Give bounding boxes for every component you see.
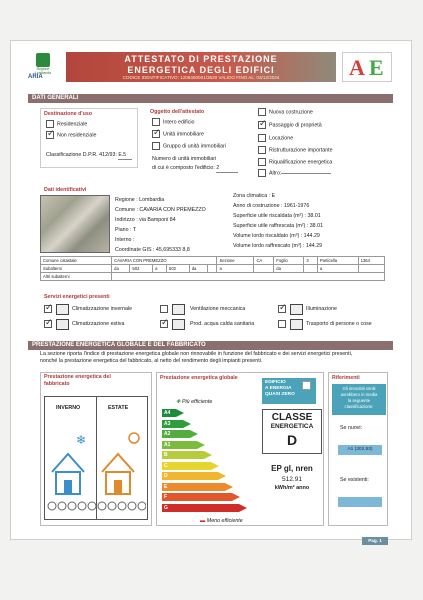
ep-block bbox=[262, 464, 322, 491]
riferimenti-note: Gli immobili simili avrebbero in media la seguente classificazione: bbox=[332, 384, 386, 415]
classificazione: Classificazione D.P.R. 412/93: E.5 bbox=[46, 151, 132, 160]
vol-raff-line: Volume lordo raffrescato (m³) : 144.29 bbox=[233, 243, 323, 249]
prestazione-intro-2: nonché la prestazione energetica del fabbricato, al netto del rendimento degli impianti presenti. bbox=[40, 358, 263, 364]
se-nuovi-label: Se nuovi: bbox=[340, 425, 363, 431]
prestazione-intro-1: La sezione riporta l'indice di prestazione energetica globale non rinnovabile in funzione del fabbricato e dei servizi energetici presenti, bbox=[40, 351, 353, 357]
prestazione-bar: PRESTAZIONE ENERGETICA GLOBALE E DEL FABBRICATO bbox=[28, 341, 393, 350]
ventilazione-label: Ventilazione meccanica bbox=[190, 306, 246, 312]
dati-identificativi-title: Dati identificativi bbox=[44, 187, 87, 193]
lightbulb-icon bbox=[290, 304, 303, 315]
riqualificazione-option: Riqualificazione energetica bbox=[258, 158, 332, 166]
season-illustrations bbox=[46, 430, 146, 512]
energy-class-d: D bbox=[162, 472, 218, 480]
title-line2: ENERGETICA DEGLI EDIFICI bbox=[127, 65, 275, 75]
acqua-calda-label: Prod. acqua calda sanitaria bbox=[190, 321, 255, 327]
code-line: CODICE IDENTIFICATIVO: 1206400001/3620 VALIDO FINO AL: 03/12/2034 bbox=[122, 75, 280, 80]
climatizzazione-estiva-option bbox=[44, 320, 55, 328]
energy-class-c: C bbox=[162, 462, 211, 470]
se-nuovi-value: A1 (302,53) bbox=[338, 445, 382, 455]
altro-checkbox[interactable] bbox=[258, 169, 266, 177]
indirizzo-line: Indirizzo : via Bamponi 84 bbox=[115, 217, 176, 223]
ep-unit: kWh/m² anno bbox=[274, 485, 310, 491]
coordinate-line: Coordinate GIS : 45,695333 8,8 bbox=[115, 247, 190, 253]
ventilazione-option bbox=[160, 305, 171, 313]
fabbricato-title-1: Prestazione energetica del bbox=[44, 374, 111, 380]
oggetto-title: Oggetto dell'attestato bbox=[150, 109, 205, 115]
region-logo: Regione Lombardia bbox=[28, 52, 58, 84]
energy-class-a4: A4 bbox=[162, 409, 176, 417]
residenziale-checkbox[interactable] bbox=[46, 120, 54, 128]
classe-box: CLASSE ENERGETICA D bbox=[262, 409, 322, 454]
table-row: Subalterni da 502 a 502 da a da a bbox=[41, 265, 385, 273]
altro-option: Altro: bbox=[258, 169, 331, 177]
ristrutturazione-option: Ristrutturazione importante bbox=[258, 146, 333, 154]
elevator-icon bbox=[290, 319, 303, 330]
ristrutturazione-checkbox[interactable] bbox=[258, 146, 266, 154]
numero-unita-label: Numero di unità immobiliari bbox=[152, 156, 217, 162]
trasporto-label: Trasporto di persone o cose bbox=[306, 321, 372, 327]
energy-class-f: F bbox=[162, 493, 232, 501]
energy-class-e: E bbox=[162, 483, 225, 491]
climatizzazione-estiva-label: Climatizzazione estiva bbox=[72, 321, 125, 327]
lombardia-rose-icon bbox=[36, 53, 50, 67]
rating-faces-summer bbox=[98, 502, 146, 510]
zona-line: Zona climatica : E bbox=[233, 193, 276, 199]
nuova-checkbox[interactable] bbox=[258, 108, 266, 116]
intero-option: Intero edificio bbox=[152, 118, 195, 126]
servizi-title: Servizi energetici presenti bbox=[44, 294, 110, 300]
interno-line: Interno : bbox=[115, 237, 135, 243]
house-summer-icon bbox=[102, 454, 134, 494]
passaggio-option: ✓Passaggio di proprietà bbox=[258, 121, 322, 129]
riferimenti-title: Riferimenti bbox=[332, 375, 360, 381]
energy-class-b: B bbox=[162, 451, 204, 459]
energy-class-a1: A1 bbox=[162, 441, 197, 449]
fan-icon bbox=[172, 304, 185, 315]
trasporto-option bbox=[278, 320, 289, 328]
comune-line: Comune : CAVARIA CON PREMEZZO bbox=[115, 207, 206, 213]
aria-logo: ARIA bbox=[28, 74, 43, 80]
page-number: Pag. 1 bbox=[362, 537, 388, 545]
energy-class-g: G bbox=[162, 504, 239, 512]
nzeb-checkbox[interactable] bbox=[302, 381, 311, 390]
sun-icon bbox=[129, 433, 139, 443]
certificate-header bbox=[28, 52, 393, 84]
locazione-option: Locazione bbox=[258, 134, 293, 142]
globale-title: Prestazione energetica globale bbox=[160, 375, 238, 381]
plus-leaf-icon: ✚ bbox=[176, 399, 181, 405]
inverno-label: INVERNO bbox=[56, 405, 81, 411]
vol-risc-line: Volume lordo riscaldato (m³) : 144.29 bbox=[233, 233, 320, 239]
piu-efficiente-label: ✚ Più efficiente bbox=[176, 399, 213, 405]
climatizzazione-estiva-checkbox[interactable] bbox=[44, 320, 52, 328]
destinazione-title: Destinazione d'uso bbox=[44, 111, 93, 117]
ventilazione-checkbox[interactable] bbox=[160, 305, 168, 313]
sup-risc-line: Superficie utile riscaldata (m²) : 38.01 bbox=[233, 213, 321, 219]
energy-class-a3: A3 bbox=[162, 420, 183, 428]
house-winter-icon bbox=[52, 454, 84, 494]
svg-text:❄: ❄ bbox=[76, 433, 87, 447]
piano-line: Piano : T bbox=[115, 227, 137, 233]
snowflake-icon bbox=[76, 433, 86, 447]
climatizzazione-invernale-checkbox[interactable] bbox=[44, 305, 52, 313]
snowflake-icon bbox=[56, 319, 69, 330]
se-esistenti-label: Se esistenti: bbox=[340, 477, 369, 483]
acqua-calda-option bbox=[160, 320, 171, 328]
ep-value: 512.91 bbox=[282, 476, 302, 483]
acqua-calda-checkbox[interactable] bbox=[160, 320, 168, 328]
non-residenziale-checkbox[interactable] bbox=[46, 131, 54, 139]
ep-label: EP gl, nren bbox=[271, 464, 313, 473]
title-line1: ATTESTATO DI PRESTAZIONE bbox=[124, 54, 278, 64]
satellite-map-image bbox=[40, 195, 110, 253]
residenziale-option: Residenziale bbox=[46, 120, 87, 128]
locazione-checkbox[interactable] bbox=[258, 134, 266, 142]
fabbricato-title-2: fabbricato bbox=[44, 381, 70, 387]
intero-checkbox[interactable] bbox=[152, 118, 160, 126]
unita-option: ✓Unità immobiliare bbox=[152, 130, 204, 138]
tap-icon bbox=[172, 319, 185, 330]
meno-efficiente-label: ▬ Meno efficiente bbox=[200, 518, 243, 524]
di-cui: di cui è composto l'edificio: 2 bbox=[152, 164, 238, 173]
anno-line: Anno di costruzione : 1961-1976 bbox=[233, 203, 310, 209]
radiator-icon bbox=[56, 304, 69, 315]
illuminazione-checkbox[interactable] bbox=[278, 305, 286, 313]
nuova-option: Nuova costruzione bbox=[258, 108, 313, 116]
energy-class-a2: A2 bbox=[162, 430, 190, 438]
title-band bbox=[66, 52, 336, 82]
rating-faces-winter bbox=[48, 502, 96, 510]
estate-label: ESTATE bbox=[108, 405, 129, 411]
trasporto-checkbox[interactable] bbox=[278, 320, 286, 328]
sup-raff-line: Superficie utile raffrescata (m²) : 38.01 bbox=[233, 223, 323, 229]
unita-checkbox[interactable] bbox=[152, 130, 160, 138]
climatizzazione-invernale-label: Climatizzazione invernale bbox=[72, 306, 133, 312]
nzeb-badge: EDIFICIO A ENERGIA QUASI ZERO bbox=[262, 378, 316, 404]
table-row: Altri subalterni bbox=[41, 273, 385, 281]
catasto-table bbox=[40, 256, 385, 281]
gruppo-option: Gruppo di unità immobiliari bbox=[152, 142, 226, 150]
riqualificazione-checkbox[interactable] bbox=[258, 158, 266, 166]
illuminazione-label: Illuminazione bbox=[306, 306, 337, 312]
non-residenziale-option: ✓Non residenziale bbox=[46, 131, 96, 139]
gruppo-checkbox[interactable] bbox=[152, 142, 160, 150]
climatizzazione-invernale-option bbox=[44, 305, 55, 313]
classe-value: D bbox=[286, 432, 298, 448]
table-row: Comune catastale CAVARIA CON PREMEZZO Sezione CA Foglio 3 Particella 1364 bbox=[41, 257, 385, 265]
passaggio-checkbox[interactable] bbox=[258, 121, 266, 129]
illuminazione-option bbox=[278, 305, 289, 313]
minus-leaf-icon: ▬ bbox=[200, 518, 206, 524]
dati-generali-bar: DATI GENERALI bbox=[28, 94, 393, 103]
se-esistenti-value bbox=[338, 497, 382, 507]
ae-badge: A E bbox=[342, 52, 392, 82]
regione-line: Regione : Lombardia bbox=[115, 197, 165, 203]
